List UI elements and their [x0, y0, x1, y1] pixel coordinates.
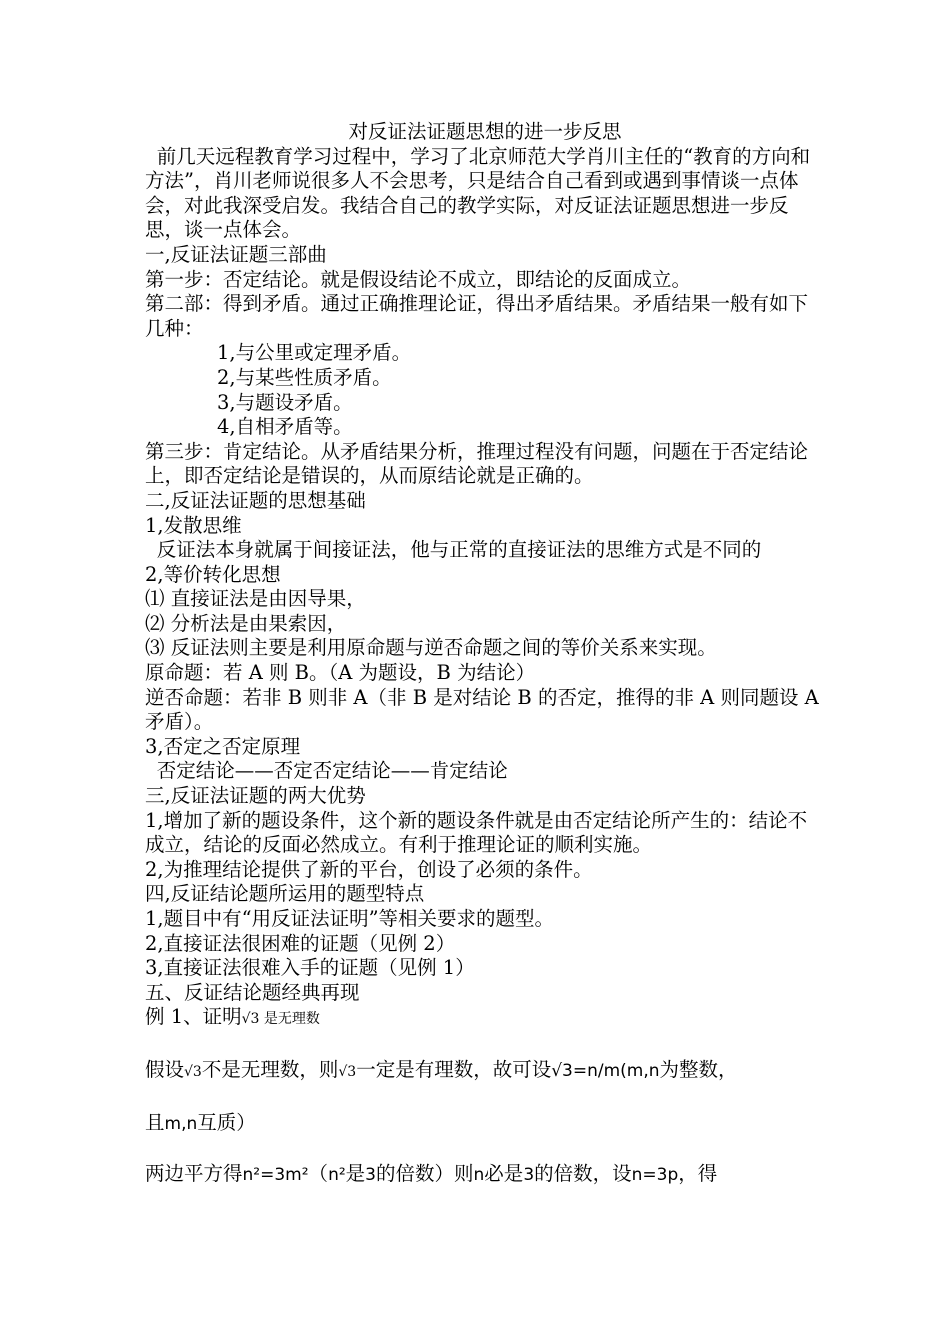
sqrt3-symbol: √3	[184, 1063, 202, 1080]
proof-text: 是	[345, 1162, 366, 1186]
negation-text: 否定结论——否定否定结论——肯定结论	[156, 759, 508, 783]
equivalence-point: ⑴ 直接证法是由因导果，	[145, 587, 366, 611]
proof-text: 假设	[145, 1057, 185, 1081]
proof-text: 的倍数）则	[376, 1162, 474, 1186]
subheading-negation: 3,否定之否定原理	[145, 734, 301, 758]
list-item: 1,与公里或定理矛盾。	[217, 341, 412, 365]
document-page	[145, 120, 825, 1188]
section-5-heading: 五、反证结论题经典再现	[145, 980, 360, 1004]
proof-text: 的倍数，设	[534, 1162, 632, 1186]
example-1-prefix: 例 1、证明	[145, 1005, 242, 1029]
proof-text: 不是无理数，则	[201, 1057, 339, 1081]
list-item: 3,与题设矛盾。	[217, 390, 353, 414]
feature-item: 1,题目中有“用反证法证明”等相关要求的题型。	[145, 907, 555, 930]
equivalence-point: ⑶ 反证法则主要是利用原命题与逆否命题之间的等价关系来实现。	[145, 636, 717, 660]
section-2-heading: 二,反证法证题的思想基础	[145, 488, 366, 512]
feature-item: 2,直接证法很困难的证题（见例 2）	[145, 931, 456, 955]
original-proposition: 原命题：若 A 则 B。（A 为题设，B 为结论）	[145, 661, 536, 685]
example-1-statement: √3 是无理数	[241, 1011, 320, 1028]
proof-text: ，得	[678, 1162, 718, 1186]
advantage-item: 1,增加了新的题设条件，这个新的题设条件就是由否定结论所产生的：结论不成立，结论的反面必然成立。有利于推理论证的顺利实施。	[145, 808, 808, 857]
subheading-divergent-thinking: 1,发散思维	[145, 513, 242, 537]
proof-line-3	[145, 1162, 825, 1188]
divergent-thinking-text: 反证法本身就属于间接证法，他与正常的直接证法的思维方式是不同的	[156, 538, 762, 562]
step-3: 第三步：肯定结论。从矛盾结果分析，推理过程没有问题，问题在于否定结论上，即否定结论是错误的，从而原结论就是正确的。	[145, 439, 809, 488]
proof-formula: n²=3m²	[242, 1165, 309, 1186]
proof-line-1	[145, 1058, 825, 1085]
proof-formula: n=3p	[631, 1165, 679, 1186]
proof-formula: √3=n/m(m,n	[551, 1060, 660, 1081]
section-1-heading: 一,反证法证题三部曲	[145, 242, 327, 266]
proof-formula: n	[473, 1165, 485, 1186]
section-4-heading: 四,反证结论题所运用的题型特点	[145, 882, 425, 906]
proof-formula: m,n	[164, 1113, 198, 1134]
intro-paragraph: 前几天远程教育学习过程中，学习了北京师范大学肖川主任的“教育的方向和方法”，肖川老师说很多人不会思考，只是结合自己看到或遇到事情谈一点体会，对此我深受启发。我结合自己的教学实际，对反证法证题思想进一步反思，谈一点体会。	[145, 144, 811, 242]
proof-text: 一定是有理数，故可设	[356, 1057, 552, 1081]
proof-text: 且	[145, 1110, 165, 1134]
proof-line-2	[145, 1111, 825, 1137]
proof-formula: 3	[523, 1165, 535, 1186]
subheading-equivalence: 2,等价转化思想	[145, 562, 281, 586]
list-item: 2,与某些性质矛盾。	[217, 365, 392, 389]
step-2: 第二部：得到矛盾。通过正确推理论证，得出矛盾结果。矛盾结果一般有如下几种：	[145, 292, 809, 340]
spacer	[145, 1032, 825, 1058]
spacer	[145, 1085, 825, 1111]
proof-text: 两边平方得	[145, 1162, 243, 1186]
contrapositive-proposition: 逆否命题：若非 B 则非 A（非 B 是对结论 B 的否定，推得的非 A 则同题设 A 矛盾）。	[145, 685, 819, 734]
advantage-item: 2,为推理结论提供了新的平台，创设了必须的条件。	[145, 857, 593, 881]
example-1-title	[145, 1005, 825, 1032]
spacer	[145, 1136, 825, 1162]
proof-text: （	[308, 1162, 329, 1186]
proof-text: 必是	[484, 1162, 524, 1186]
feature-item: 3,直接证法很难入手的证题（见例 1）	[145, 956, 475, 980]
equivalence-point: ⑵ 分析法是由果索因，	[145, 611, 347, 635]
document-title: 对反证法证题思想的进一步反思	[348, 120, 622, 143]
proof-formula: n²	[328, 1165, 346, 1186]
sqrt3-symbol: √3	[338, 1063, 357, 1080]
section-3-heading: 三,反证法证题的两大优势	[145, 784, 366, 808]
proof-text: 互质）	[197, 1110, 256, 1134]
proof-formula: 3	[365, 1165, 376, 1186]
proof-text: 为整数，	[659, 1057, 738, 1081]
list-item: 4,自相矛盾等。	[217, 415, 353, 439]
step-1: 第一步：否定结论。就是假设结论不成立，即结论的反面成立。	[145, 267, 692, 291]
